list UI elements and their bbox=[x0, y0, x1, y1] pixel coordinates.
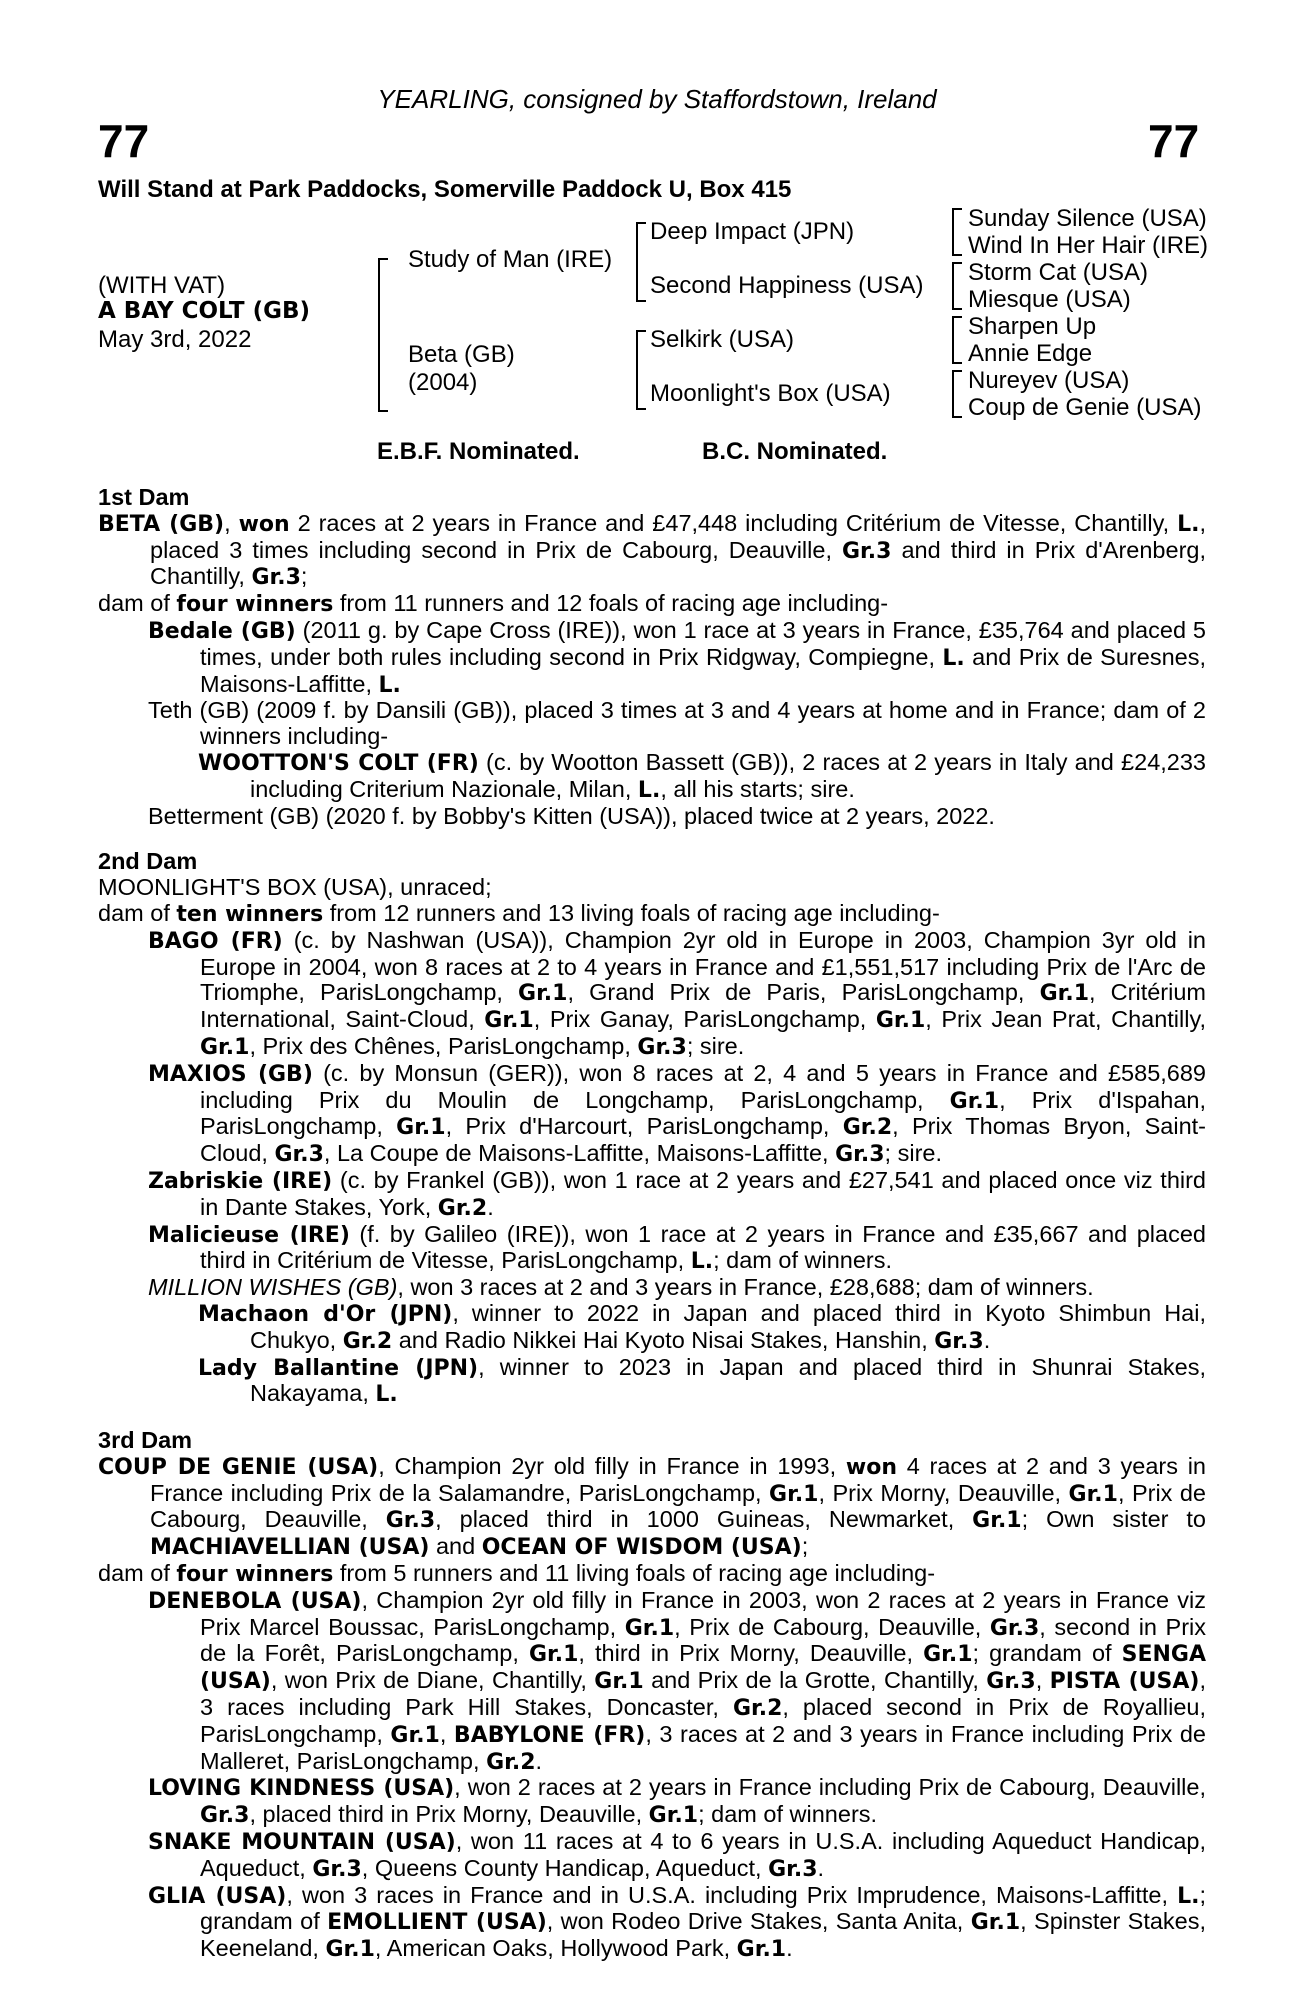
sire-dam: Second Happiness (USA) bbox=[650, 272, 924, 299]
g3-ancestor-1: Sunday Silence (USA) bbox=[968, 205, 1207, 232]
list-item-lady-ballantine: Lady Ballantine (JPN), winner to 2023 in Japan and placed third in Shunrai Stakes, Nakayama, L. bbox=[198, 1353, 1206, 1408]
dam-dam: Moonlight's Box (USA) bbox=[650, 380, 891, 407]
third-dam-entry: COUP DE GENIE (USA), Champion 2yr old filly in France in 1993, won 4 races at 2 and 3 years in France including Prix de la Salamandre, ParisLongchamp, Gr.1, Prix Morny, Deauville, Gr.1, Prix de Cabourg, Deauville, Gr.3, placed third in 1000 Guineas, Newmarket, Gr.1; Own sister to MACHIAVELLIAN (USA) and OCEAN OF WISDOM (USA); bbox=[98, 1452, 1206, 1561]
first-dam-entry: BETA (GB), won 2 races at 2 years in France and £47,448 including Critérium de Vitesse, Chantilly, L., placed 3 times including second in Prix de Cabourg, Deauville, Gr.3 and third in Prix d'Arenberg, Chantilly, Gr.3; bbox=[98, 509, 1206, 591]
ebf-nomination: E.B.F. Nominated. bbox=[377, 438, 580, 465]
consignment-subtitle: YEARLING, consigned by Staffordstown, Ireland bbox=[377, 84, 937, 114]
dam-year: (2004) bbox=[408, 369, 478, 396]
bc-nomination: B.C. Nominated. bbox=[702, 438, 888, 465]
list-item-woottons-colt: WOOTTON'S COLT (FR) (c. by Wootton Bassett (GB)), 2 races at 2 years in Italy and £24,233 including Criterium Nazionale, Milan, L., all his starts; sire. bbox=[198, 748, 1206, 803]
list-item-machaon-dor: Machaon d'Or (JPN), winner to 2022 in Japan and placed third in Kyoto Shimbun Hai, Chukyo, Gr.2 and Radio Nikkei Hai Kyoto Nisai Stakes, Hanshin, Gr.3. bbox=[198, 1299, 1207, 1354]
brace-g3-1 bbox=[952, 208, 962, 256]
list-item-million-wishes: MILLION WISHES (GB), won 3 races at 2 and 3 years in France, £28,688; dam of winners. bbox=[148, 1274, 1094, 1301]
list-item-teth: Teth (GB) (2009 f. by Dansili (GB)), placed 3 times at 3 and 4 years at home and in France; dam of 2 winners including- bbox=[148, 697, 1206, 750]
stand-location: Will Stand at Park Paddocks, Somerville Paddock U, Box 415 bbox=[98, 176, 792, 203]
second-dam-produce: dam of ten winners from 12 runners and 13 living foals of racing age including- bbox=[98, 899, 940, 927]
brace-g3-2 bbox=[952, 262, 962, 310]
brace-dam-line bbox=[636, 330, 646, 410]
sire-sire: Deep Impact (JPN) bbox=[650, 218, 855, 245]
g3-ancestor-3: Storm Cat (USA) bbox=[968, 259, 1149, 286]
g3-ancestor-2: Wind In Her Hair (IRE) bbox=[968, 232, 1209, 259]
list-item-snake-mountain: SNAKE MOUNTAIN (USA), won 11 races at 4 to 6 years in U.S.A. including Aqueduct Handicap, Aqueduct, Gr.3, Queens County Handicap, Aqueduct, Gr.3. bbox=[148, 1828, 1206, 1882]
brace-g3-3 bbox=[952, 316, 962, 364]
catalogue-body bbox=[98, 485, 1206, 1963]
section-heading-3rd-dam: 3rd Dam bbox=[98, 1427, 193, 1454]
g3-ancestor-6: Annie Edge bbox=[968, 340, 1093, 367]
sire-name: Study of Man (IRE) bbox=[408, 246, 613, 273]
brace-parents bbox=[378, 258, 388, 412]
third-dam-produce: dam of four winners from 5 runners and 11 living foals of racing age including- bbox=[98, 1560, 936, 1588]
g3-ancestor-5: Sharpen Up bbox=[968, 313, 1097, 340]
section-heading-2nd-dam: 2nd Dam bbox=[98, 848, 198, 875]
list-item-denebola: DENEBOLA (USA), Champion 2yr old filly in France in 2003, won 2 races at 2 years in France viz Prix Marcel Boussac, ParisLongchamp, Gr.1, Prix de Cabourg, Deauville, Gr.3, second in Prix de la Forêt, ParisLongchamp, Gr.1, third in Prix Morny, Deauville, Gr.1; grandam of SENGA (USA), won Prix de Diane, Chantilly, Gr.1 and Prix de la Grotte, Chantilly, Gr.3, PISTA (USA), 3 races including Park Hill Stakes, Doncaster, Gr.2, placed second in Prix de Royallieu, ParisLongchamp, Gr.1, BABYLONE (FR), 3 races at 2 and 3 years in France including Prix de Malleret, ParisLongchamp, Gr.2. bbox=[148, 1586, 1207, 1775]
list-item-loving-kindness: LOVING KINDNESS (USA), won 2 races at 2 years in France including Prix de Cabourg, Deauville, Gr.3, placed third in Prix Morny, Deauville, Gr.1; dam of winners. bbox=[148, 1774, 1206, 1829]
list-item-bedale: Bedale (GB) (2011 g. by Cape Cross (IRE)), won 1 race at 3 years in France, £35,764 and placed 5 times, under both rules including second in Prix Ridgway, Compiegne, L. and Prix de Suresnes, Maisons-Laffitte, L. bbox=[148, 616, 1206, 698]
dam-sire: Selkirk (USA) bbox=[650, 326, 795, 353]
g3-ancestor-4: Miesque (USA) bbox=[968, 286, 1131, 313]
lot-number-left: 77 bbox=[98, 115, 150, 167]
list-item-maxios: MAXIOS (GB) (c. by Monsun (GER)), won 8 races at 2, 4 and 5 years in France and £585,689 including Prix du Moulin de Longchamp, ParisLongchamp, Gr.1, Prix d'Ispahan, ParisLongchamp, Gr.1, Prix d'Harcourt, ParisLongchamp, Gr.2, Prix Thomas Bryon, Saint-Cloud, Gr.3, La Coupe de Maisons-Laffitte, Maisons-Laffitte, Gr.3; sire. bbox=[148, 1059, 1207, 1168]
second-dam-entry: MOONLIGHT'S BOX (USA), unraced; bbox=[98, 874, 492, 901]
horse-name: A BAY COLT (GB) bbox=[98, 298, 311, 324]
list-item-glia: GLIA (USA), won 3 races in France and in U.S.A. including Prix Imprudence, Maisons-Laffitte, L.; grandam of EMOLLIENT (USA), won Rodeo Drive Stakes, Santa Anita, Gr.1, Spinster Stakes, Keeneland, Gr.1, American Oaks, Hollywood Park, Gr.1. bbox=[148, 1881, 1207, 1963]
vat-label: (WITH VAT) bbox=[98, 272, 226, 299]
brace-sire-line bbox=[636, 222, 646, 302]
list-item-bago: BAGO (FR) (c. by Nashwan (USA)), Champion 2yr old in Europe in 2003, Champion 3yr old in Europe in 2004, won 8 races at 2 to 4 years in France and £1,551,517 including Prix de l'Arc de Triomphe, ParisLongchamp, Gr.1, Grand Prix de Paris, ParisLongchamp, Gr.1, Critérium International, Saint-Cloud, Gr.1, Prix Ganay, ParisLongchamp, Gr.1, Prix Jean Prat, Chantilly, Gr.1, Prix des Chênes, ParisLongchamp, Gr.3; sire. bbox=[148, 926, 1207, 1060]
list-item-zabriskie: Zabriskie (IRE) (c. by Frankel (GB)), won 1 race at 2 years and £27,541 and placed once viz third in Dante Stakes, York, Gr.2. bbox=[148, 1166, 1206, 1221]
g3-ancestor-7: Nureyev (USA) bbox=[968, 367, 1130, 394]
brace-g3-4 bbox=[952, 370, 962, 418]
first-dam-produce: dam of four winners from 11 runners and 12 foals of racing age including- bbox=[98, 590, 889, 618]
g3-ancestor-8: Coup de Genie (USA) bbox=[968, 394, 1202, 421]
list-item-betterment: Betterment (GB) (2020 f. by Bobby's Kitten (USA)), placed twice at 2 years, 2022. bbox=[148, 802, 995, 829]
list-item-malicieuse: Malicieuse (IRE) (f. by Galileo (IRE)), won 1 race at 2 years in France and £35,667 and placed third in Critérium de Vitesse, ParisLongchamp, L.; dam of winners. bbox=[148, 1220, 1206, 1275]
dam-name: Beta (GB) bbox=[408, 341, 515, 368]
date-of-birth: May 3rd, 2022 bbox=[98, 326, 252, 353]
lot-number-right: 77 bbox=[1148, 115, 1200, 167]
section-heading-1st-dam: 1st Dam bbox=[98, 484, 190, 510]
